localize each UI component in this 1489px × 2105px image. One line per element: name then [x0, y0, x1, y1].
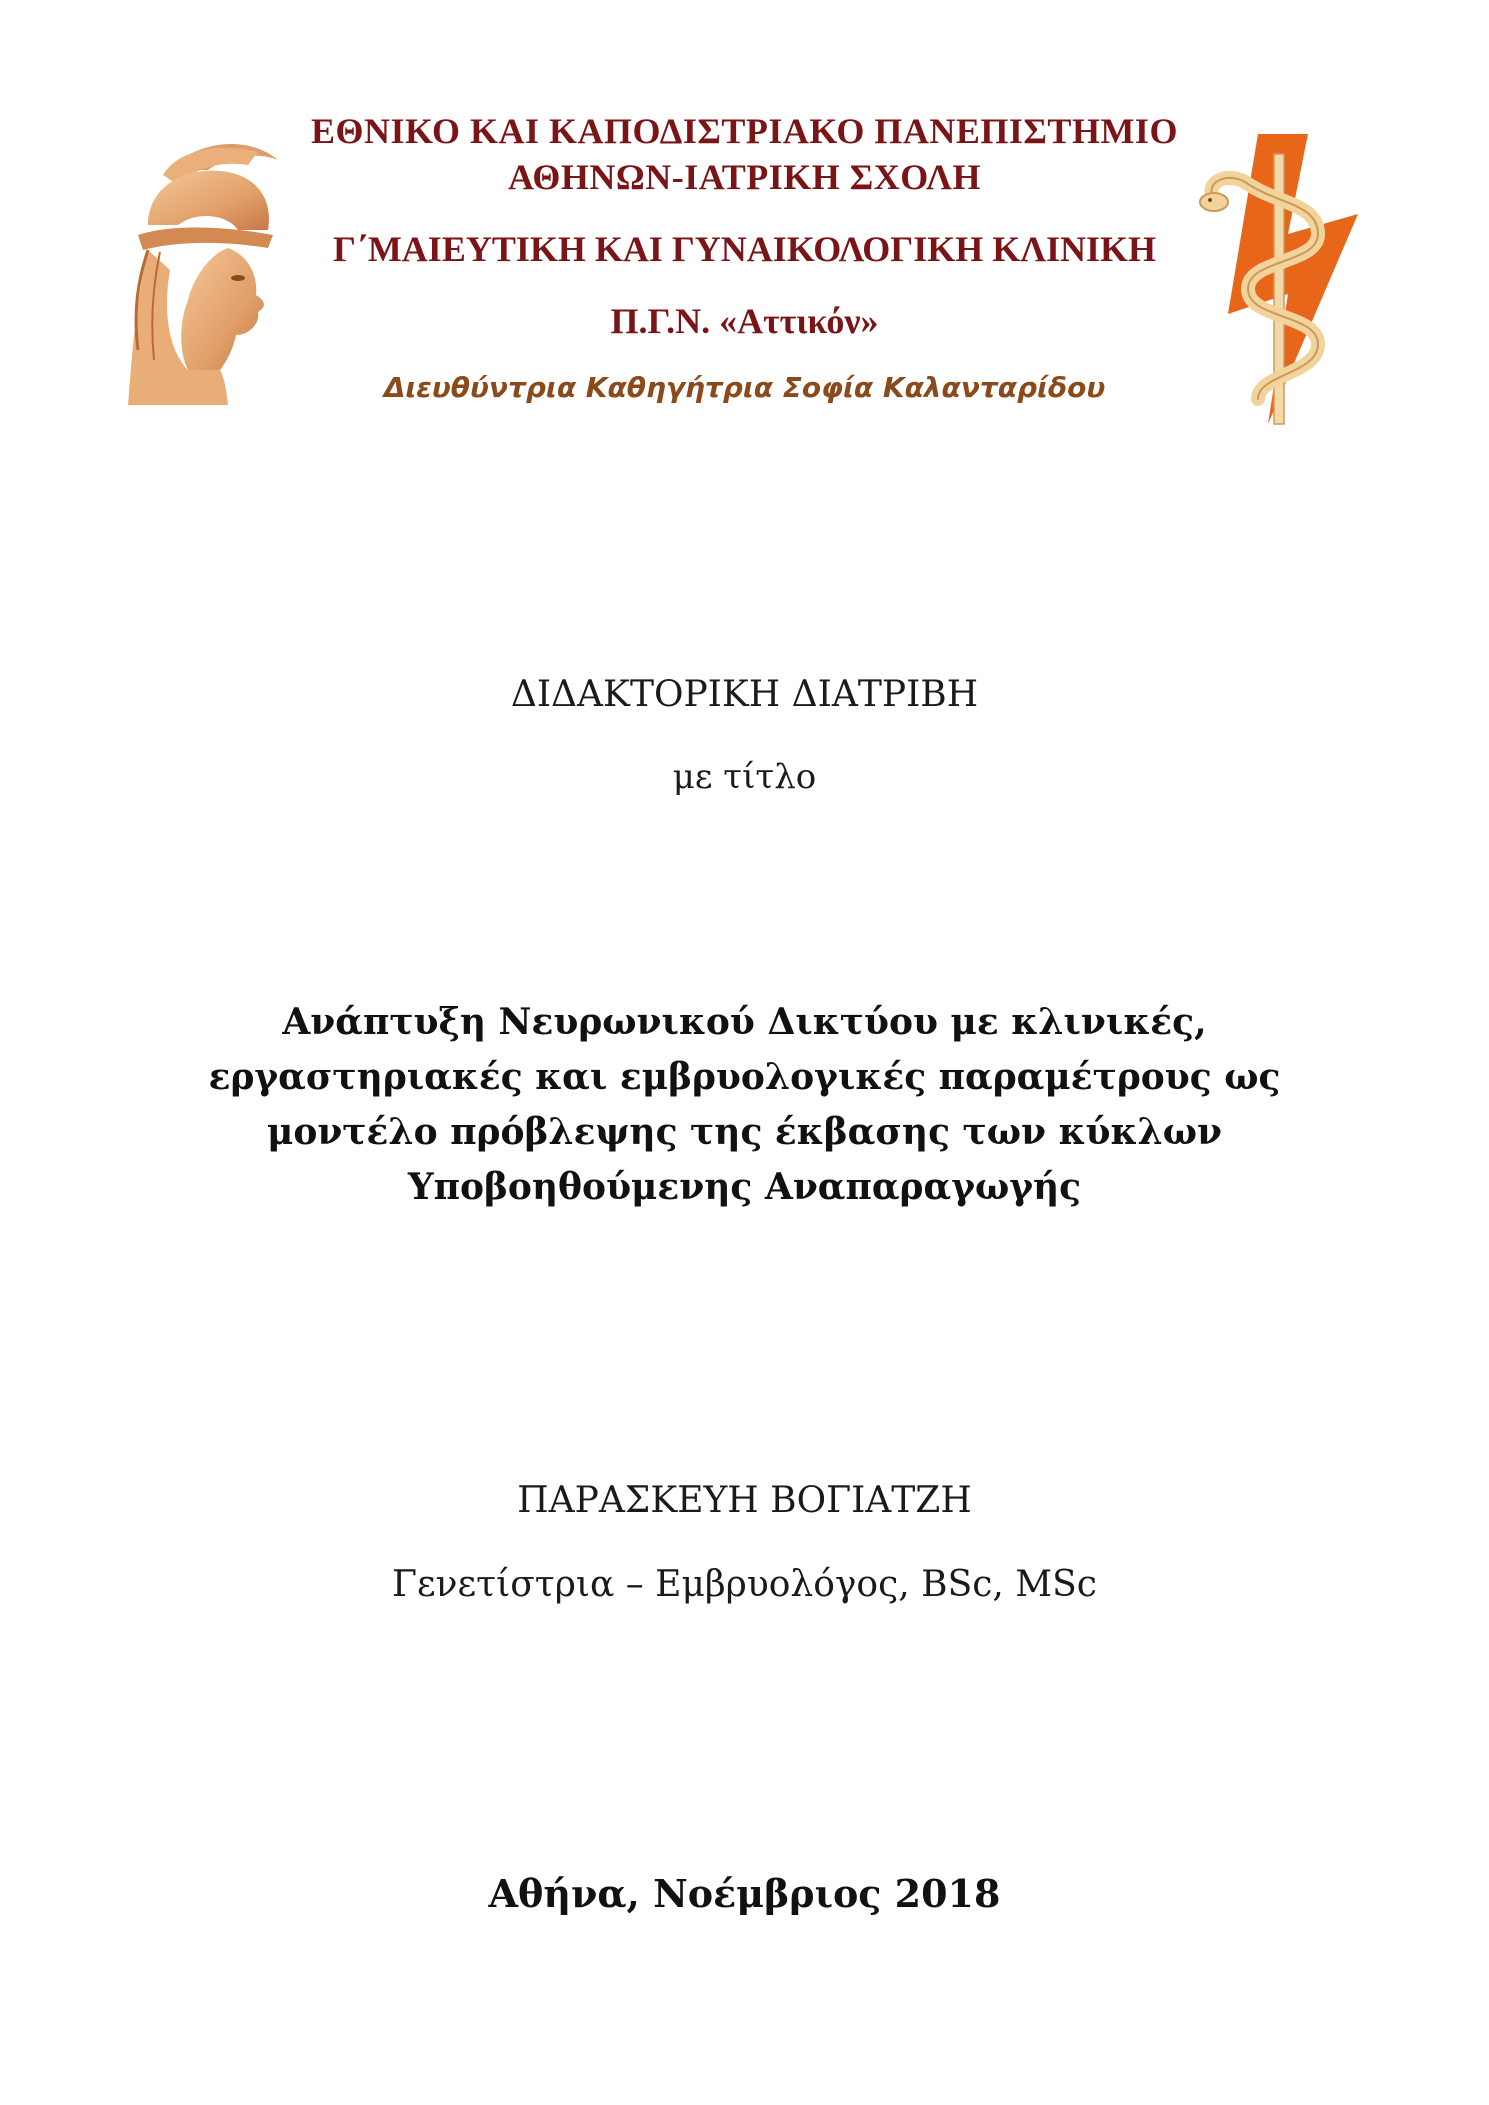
place-date: Αθήνα, Νοέμβριος 2018: [488, 1871, 1001, 1916]
clinic-name: Γ΄ΜΑΙΕΥΤΙΚΗ ΚΑΙ ΓΥΝΑΙΚΟΛΟΓΙΚΗ ΚΛΙΝΙΚΗ: [332, 229, 1157, 269]
director-name: Διευθύντρια Καθηγήτρια Σοφία Καλανταρίδου: [383, 371, 1106, 404]
author-role: Γενετίστρια – Εμβρυολόγος, BSc, MSc: [392, 1564, 1097, 1605]
thesis-title-line: Υποβοηθούμενης Αναπαραγωγής: [407, 1166, 1082, 1208]
author-name: ΠΑΡΑΣΚΕΥΗ ΒΟΓΙΑΤΖΗ: [517, 1480, 972, 1521]
hospital-name: Π.Γ.Ν. «Αττικόν»: [610, 301, 879, 341]
thesis-title-line: εργαστηριακές και εμβρυολογικές παραμέτρους ως: [208, 1056, 1281, 1098]
thesis-with-title: με τίτλο: [672, 757, 817, 797]
university-name-line-2: ΑΘΗΝΩΝ-ΙΑΤΡΙΚΗ ΣΧΟΛΗ: [508, 157, 981, 197]
thesis-type: ΔΙΔΑΚΤΟΡΙΚΗ ΔΙΑΤΡΙΒΗ: [510, 674, 979, 715]
thesis-title-line: Ανάπτυξη Νευρωνικού Δικτύου με κλινικές,: [282, 1001, 1207, 1043]
thesis-title: [0, 995, 1489, 1215]
institution-header: [0, 108, 1489, 406]
thesis-title-line: μοντέλο πρόβλεψης της έκβασης των κύκλων: [266, 1111, 1223, 1153]
university-name-line-1: ΕΘΝΙΚΟ ΚΑΙ ΚΑΠΟΔΙΣΤΡΙΑΚΟ ΠΑΝΕΠΙΣΤΗΜΙΟ: [311, 111, 1178, 151]
